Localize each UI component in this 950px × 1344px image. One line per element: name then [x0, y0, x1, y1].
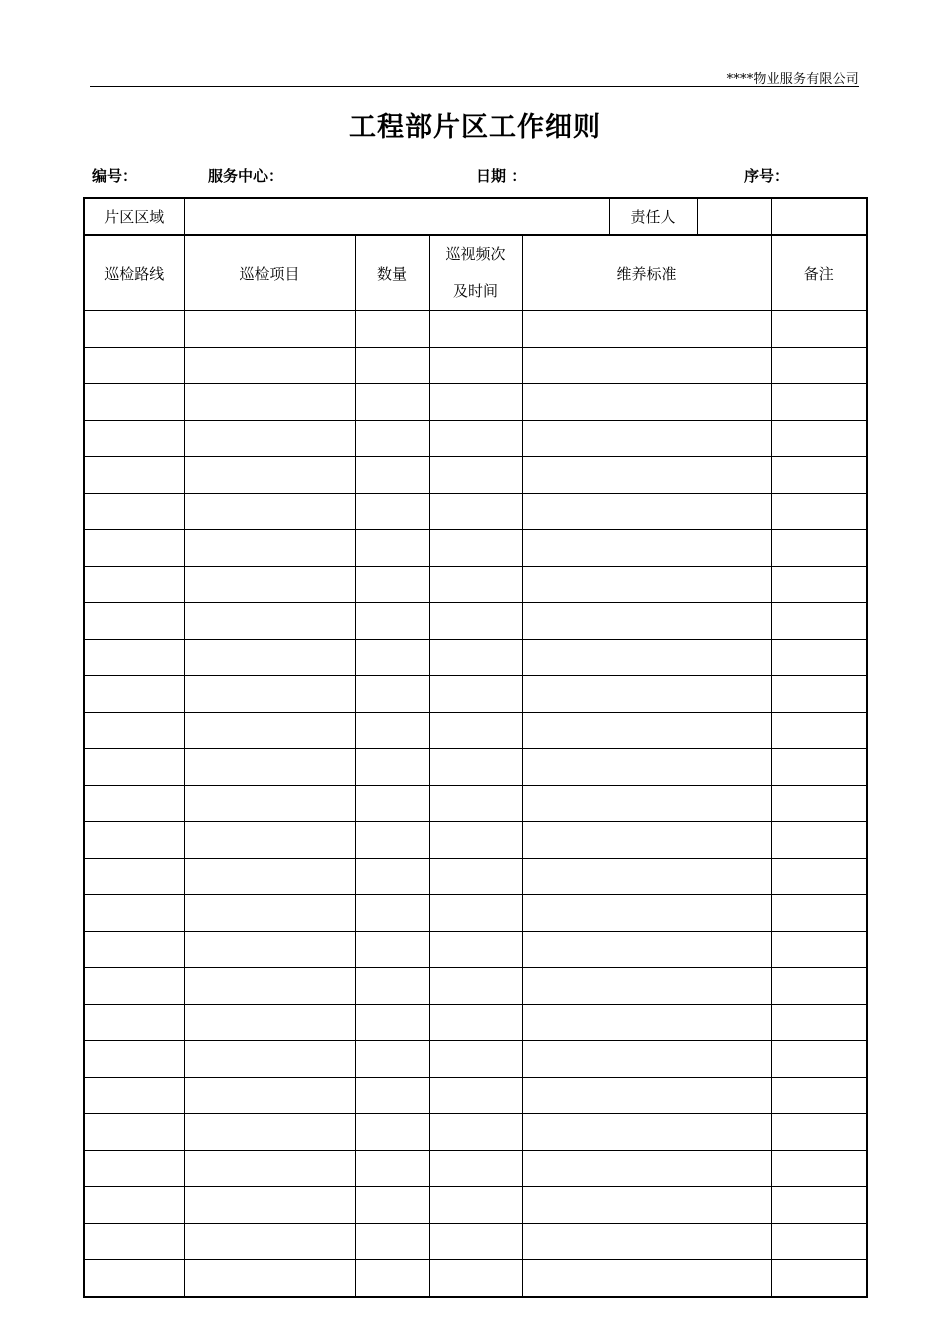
- cell-quantity[interactable]: [355, 1077, 429, 1114]
- cell-standard[interactable]: [522, 858, 771, 895]
- cell-frequency[interactable]: [429, 530, 522, 567]
- cell-frequency[interactable]: [429, 311, 522, 348]
- table-row: [84, 749, 867, 786]
- cell-standard[interactable]: [522, 968, 771, 1005]
- cell-quantity[interactable]: [355, 384, 429, 421]
- table-row: [84, 493, 867, 530]
- cell-quantity[interactable]: [355, 566, 429, 603]
- cell-frequency[interactable]: [429, 457, 522, 494]
- cell-item[interactable]: [184, 1114, 355, 1151]
- cell-frequency[interactable]: [429, 676, 522, 713]
- table-row: [84, 895, 867, 932]
- cell-route[interactable]: [84, 712, 184, 749]
- cell-item[interactable]: [184, 1077, 355, 1114]
- cell-frequency[interactable]: [429, 1223, 522, 1260]
- cell-item[interactable]: [184, 420, 355, 457]
- cell-frequency[interactable]: [429, 822, 522, 859]
- cell-remarks[interactable]: [771, 931, 867, 968]
- cell-route[interactable]: [84, 1041, 184, 1078]
- cell-route[interactable]: [84, 603, 184, 640]
- cell-route[interactable]: [84, 785, 184, 822]
- cell-item[interactable]: [184, 311, 355, 348]
- cell-quantity[interactable]: [355, 712, 429, 749]
- cell-quantity[interactable]: [355, 1223, 429, 1260]
- cell-remarks[interactable]: [771, 639, 867, 676]
- cell-remarks[interactable]: [771, 457, 867, 494]
- cell-route[interactable]: [84, 420, 184, 457]
- cell-route[interactable]: [84, 822, 184, 859]
- owner-label: 责任人: [610, 199, 698, 234]
- cell-frequency[interactable]: [429, 639, 522, 676]
- cell-quantity[interactable]: [355, 311, 429, 348]
- cell-item[interactable]: [184, 457, 355, 494]
- number-label: 编号：: [92, 167, 138, 185]
- cell-frequency[interactable]: [429, 968, 522, 1005]
- column-header-standard: 维养标准: [522, 235, 771, 311]
- header-divider: [90, 86, 859, 87]
- cell-standard[interactable]: [522, 749, 771, 786]
- cell-frequency[interactable]: [429, 566, 522, 603]
- column-header-row: [84, 235, 867, 311]
- cell-standard[interactable]: [522, 676, 771, 713]
- cell-remarks[interactable]: [771, 749, 867, 786]
- cell-quantity[interactable]: [355, 968, 429, 1005]
- cell-item[interactable]: [184, 968, 355, 1005]
- cell-remarks[interactable]: [771, 822, 867, 859]
- cell-remarks[interactable]: [771, 895, 867, 932]
- cell-quantity[interactable]: [355, 493, 429, 530]
- cell-remarks[interactable]: [771, 785, 867, 822]
- column-header-frequency: [429, 235, 522, 311]
- cell-item[interactable]: [184, 566, 355, 603]
- cell-frequency[interactable]: [429, 1077, 522, 1114]
- cell-frequency[interactable]: [429, 1114, 522, 1151]
- cell-route[interactable]: [84, 1187, 184, 1224]
- cell-frequency[interactable]: [429, 347, 522, 384]
- cell-standard[interactable]: [522, 712, 771, 749]
- column-header-item: 巡检项目: [184, 235, 355, 311]
- column-header-remarks: 备注: [771, 235, 867, 311]
- cell-item[interactable]: [184, 1150, 355, 1187]
- cell-item[interactable]: [184, 1004, 355, 1041]
- table-row: [84, 457, 867, 494]
- cell-route[interactable]: [84, 347, 184, 384]
- sequence-label: 序号：: [744, 167, 790, 185]
- cell-remarks[interactable]: [771, 858, 867, 895]
- cell-quantity[interactable]: [355, 1150, 429, 1187]
- cell-route[interactable]: [84, 931, 184, 968]
- cell-frequency[interactable]: [429, 785, 522, 822]
- cell-standard[interactable]: [522, 457, 771, 494]
- cell-frequency[interactable]: [429, 603, 522, 640]
- cell-route[interactable]: [84, 749, 184, 786]
- cell-route[interactable]: [84, 493, 184, 530]
- cell-item[interactable]: [184, 676, 355, 713]
- cell-item[interactable]: [184, 822, 355, 859]
- cell-route[interactable]: [84, 1260, 184, 1297]
- table-row: [84, 1223, 867, 1260]
- table-row: [84, 603, 867, 640]
- cell-standard[interactable]: [522, 420, 771, 457]
- cell-quantity[interactable]: [355, 749, 429, 786]
- cell-remarks[interactable]: [771, 530, 867, 567]
- cell-remarks[interactable]: [771, 1114, 867, 1151]
- table-row: [84, 530, 867, 567]
- table-row: [84, 822, 867, 859]
- cell-standard[interactable]: [522, 1077, 771, 1114]
- cell-remarks[interactable]: [771, 1260, 867, 1297]
- table-row: [84, 420, 867, 457]
- date-label: 日期 ：: [476, 167, 527, 185]
- cell-frequency[interactable]: [429, 895, 522, 932]
- table-row: [84, 384, 867, 421]
- table-row: [84, 1187, 867, 1224]
- cell-standard[interactable]: [522, 1114, 771, 1151]
- cell-frequency[interactable]: [429, 1150, 522, 1187]
- cell-remarks[interactable]: [771, 1150, 867, 1187]
- cell-standard[interactable]: [522, 1187, 771, 1224]
- cell-frequency[interactable]: [429, 858, 522, 895]
- cell-remarks[interactable]: [771, 311, 867, 348]
- cell-standard[interactable]: [522, 931, 771, 968]
- owner-value-extension[interactable]: [771, 198, 867, 235]
- cell-standard[interactable]: [522, 1150, 771, 1187]
- cell-item[interactable]: [184, 530, 355, 567]
- cell-quantity[interactable]: [355, 347, 429, 384]
- cell-quantity[interactable]: [355, 895, 429, 932]
- cell-frequency[interactable]: [429, 1187, 522, 1224]
- cell-quantity[interactable]: [355, 785, 429, 822]
- cell-remarks[interactable]: [771, 712, 867, 749]
- cell-standard[interactable]: [522, 603, 771, 640]
- cell-standard[interactable]: [522, 566, 771, 603]
- cell-route[interactable]: [84, 566, 184, 603]
- cell-standard[interactable]: [522, 384, 771, 421]
- cell-item[interactable]: [184, 639, 355, 676]
- cell-item[interactable]: [184, 749, 355, 786]
- cell-item[interactable]: [184, 1260, 355, 1297]
- table-row: [84, 785, 867, 822]
- cell-quantity[interactable]: [355, 822, 429, 859]
- cell-quantity[interactable]: [355, 1004, 429, 1041]
- cell-standard[interactable]: [522, 785, 771, 822]
- table-row: [84, 566, 867, 603]
- cell-item[interactable]: [184, 384, 355, 421]
- table-row: [84, 712, 867, 749]
- cell-remarks[interactable]: [771, 968, 867, 1005]
- cell-item[interactable]: [184, 712, 355, 749]
- cell-quantity[interactable]: [355, 1114, 429, 1151]
- table-row: [84, 676, 867, 713]
- area-label: 片区区域: [84, 198, 184, 235]
- cell-item[interactable]: [184, 785, 355, 822]
- cell-quantity[interactable]: [355, 1041, 429, 1078]
- table-row: [84, 1004, 867, 1041]
- cell-standard[interactable]: [522, 895, 771, 932]
- cell-route[interactable]: [84, 1114, 184, 1151]
- cell-remarks[interactable]: [771, 493, 867, 530]
- page-title: 工程部片区工作细则: [349, 112, 601, 143]
- cell-route[interactable]: [84, 1077, 184, 1114]
- cell-frequency[interactable]: [429, 749, 522, 786]
- cell-quantity[interactable]: [355, 1187, 429, 1224]
- cell-quantity[interactable]: [355, 457, 429, 494]
- table-row: [84, 1077, 867, 1114]
- table-row: [84, 968, 867, 1005]
- table-row: [84, 1150, 867, 1187]
- cell-quantity[interactable]: [355, 603, 429, 640]
- cell-frequency[interactable]: [429, 1260, 522, 1297]
- cell-remarks[interactable]: [771, 384, 867, 421]
- table-row: [84, 931, 867, 968]
- cell-route[interactable]: [84, 384, 184, 421]
- cell-remarks[interactable]: [771, 1223, 867, 1260]
- cell-item[interactable]: [184, 931, 355, 968]
- cell-route[interactable]: [84, 968, 184, 1005]
- cell-remarks[interactable]: [771, 603, 867, 640]
- cell-standard[interactable]: [522, 639, 771, 676]
- area-value-field[interactable]: [184, 198, 609, 235]
- table-row: [84, 858, 867, 895]
- cell-frequency[interactable]: [429, 931, 522, 968]
- cell-standard[interactable]: [522, 1223, 771, 1260]
- cell-frequency[interactable]: [429, 712, 522, 749]
- cell-route[interactable]: [84, 1223, 184, 1260]
- cell-remarks[interactable]: [771, 347, 867, 384]
- cell-standard[interactable]: [522, 1041, 771, 1078]
- cell-remarks[interactable]: [771, 566, 867, 603]
- column-header-route: 巡检路线: [84, 235, 184, 311]
- cell-item[interactable]: [184, 493, 355, 530]
- cell-route[interactable]: [84, 1004, 184, 1041]
- cell-quantity[interactable]: [355, 420, 429, 457]
- area-row: [84, 198, 867, 235]
- cell-item[interactable]: [184, 1223, 355, 1260]
- cell-frequency[interactable]: [429, 1041, 522, 1078]
- cell-route[interactable]: [84, 639, 184, 676]
- cell-frequency[interactable]: [429, 1004, 522, 1041]
- cell-item[interactable]: [184, 1187, 355, 1224]
- table-row: [84, 347, 867, 384]
- cell-remarks[interactable]: [771, 1187, 867, 1224]
- cell-remarks[interactable]: [771, 1004, 867, 1041]
- cell-item[interactable]: [184, 858, 355, 895]
- table-row: [84, 1041, 867, 1078]
- table-row: [84, 311, 867, 348]
- cell-quantity[interactable]: [355, 931, 429, 968]
- column-header-quantity: 数量: [355, 235, 429, 311]
- cell-standard[interactable]: [522, 822, 771, 859]
- cell-frequency[interactable]: [429, 493, 522, 530]
- table-row: [84, 1260, 867, 1297]
- cell-standard[interactable]: [522, 530, 771, 567]
- table-row: [84, 639, 867, 676]
- inspection-table: [83, 197, 868, 1298]
- column-header-frequency-line2: 及时间: [452, 282, 498, 300]
- cell-standard[interactable]: [522, 1260, 771, 1297]
- cell-standard[interactable]: [522, 347, 771, 384]
- cell-route[interactable]: [84, 1150, 184, 1187]
- table-row: [84, 1114, 867, 1151]
- cell-frequency[interactable]: [429, 420, 522, 457]
- service-center-label: 服务中心：: [208, 167, 284, 185]
- cell-route[interactable]: [84, 311, 184, 348]
- owner-label-cell: [609, 198, 771, 235]
- cell-route[interactable]: [84, 895, 184, 932]
- cell-route[interactable]: [84, 676, 184, 713]
- cell-item[interactable]: [184, 895, 355, 932]
- cell-item[interactable]: [184, 347, 355, 384]
- company-name: ****物业服务有限公司: [726, 72, 859, 87]
- column-header-frequency-line1: 巡视频次: [445, 245, 506, 263]
- cell-quantity[interactable]: [355, 676, 429, 713]
- cell-item[interactable]: [184, 1041, 355, 1078]
- cell-quantity[interactable]: [355, 639, 429, 676]
- cell-standard[interactable]: [522, 311, 771, 348]
- cell-route[interactable]: [84, 858, 184, 895]
- cell-frequency[interactable]: [429, 384, 522, 421]
- cell-standard[interactable]: [522, 493, 771, 530]
- cell-quantity[interactable]: [355, 530, 429, 567]
- cell-route[interactable]: [84, 457, 184, 494]
- cell-route[interactable]: [84, 530, 184, 567]
- cell-standard[interactable]: [522, 1004, 771, 1041]
- cell-remarks[interactable]: [771, 420, 867, 457]
- cell-quantity[interactable]: [355, 1260, 429, 1297]
- cell-remarks[interactable]: [771, 676, 867, 713]
- cell-item[interactable]: [184, 603, 355, 640]
- cell-remarks[interactable]: [771, 1077, 867, 1114]
- cell-quantity[interactable]: [355, 858, 429, 895]
- owner-value-field[interactable]: [698, 199, 771, 234]
- cell-remarks[interactable]: [771, 1041, 867, 1078]
